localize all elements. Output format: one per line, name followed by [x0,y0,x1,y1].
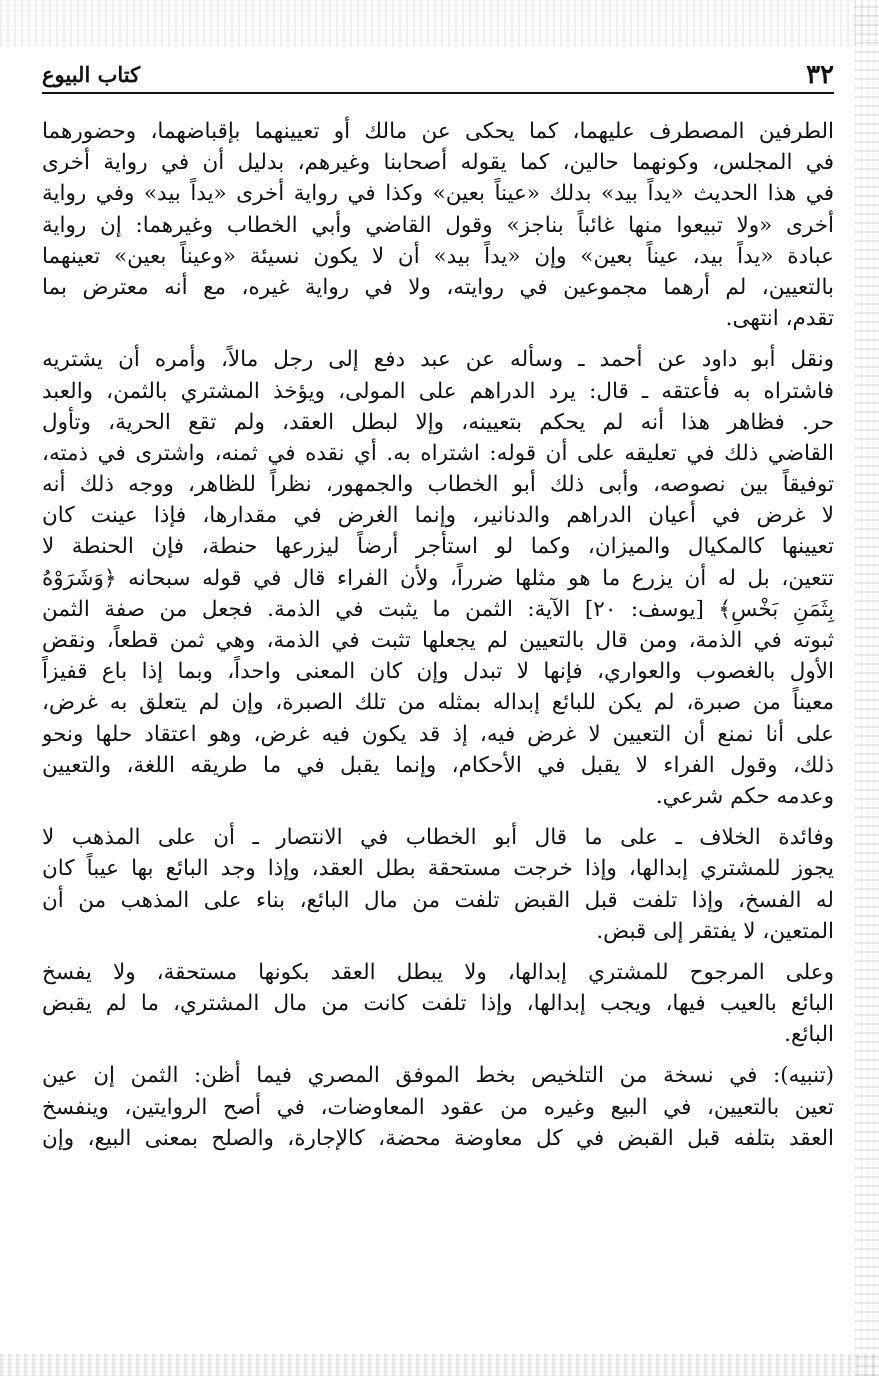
text-line: أخرى «ولا تبيعوا منها غائباً بناجز» وقول القاضي وأبي الخطاب وغيرهما: إن رواية [42,212,834,238]
page-number: ٣٢ [806,60,834,90]
text-line: العقد بتلفه قبل القبض في كل معاوضة محضة، كالإجارة، والصلح بمعنى البيع، وإن [42,1125,834,1151]
text-line: في المجلس، وكونهما حالين، كما يقوله أصحابنا وغيرهم، بدليل أن في رواية أخرى [42,150,834,176]
text-line: ثبوته في الذمة، ومن قال بالتعيين لم يجعلها تثبت في الذمة، وهي ثمن قطعاً، ونقض [42,628,834,653]
text-line: فاشتراه به فأعتقه ـ قال: يرد الدراهم على المولى، ويؤخذ المشتري بالثمن، والعبد [42,378,834,404]
text-line: في هذا الحديث «يداً بيد» بدلك «عيناً بعين» وكذا في رواية أخرى «يداً بيد» وفي رواية [42,181,834,207]
text-line: (تنبيه): في نسخة من التلخيص بخط الموفق المصري فيما أظن: الثمن إن عين [42,1063,834,1089]
text-line: على أنا نمنع أن التعيين لا غرض فيه، إذ قد يكون فيه غرض، وهو اعتقاد حلها ونحو [42,721,834,747]
text-line: عبادة «يداً بيد، عيناً بعين» وإن «يداً بيد» أن لا يكون نسيئة «وعيناً بعين» تعينهما [42,243,834,269]
paragraph [42,957,834,1051]
paragraph [42,344,834,812]
text-line: تعين بالتعيين، في البيع وغيره من عقود المعاوضات، في أصح الروايتين، وينفسخ [42,1094,834,1120]
text-line: الطرفين المصطرف عليهما، كما يحكى عن مالك أو تعيينهما بإقباضهما، وحضورهما [42,119,834,144]
text-line: الأول بالغصوب والعواري، فإنها لا تبدل وإن كان المعنى واحداً، وبما إذا باع قفيزاً [42,659,834,685]
paragraph [42,822,834,947]
text-line: تقدم، انتهى. [725,306,834,332]
text-line: البائع بالعيب فيها، ويجب إبدالها، وإذا تلفت كانت من مال المشتري، ما لم يقبض [42,991,834,1017]
text-line: لا غرض في أعيان الدراهم والدنانير، وإنما الغرض في مقدارها، فإذا عينت كان [42,503,834,529]
text-line: توفيقاً بين نصوصه، وأبى ذلك أبو الخطاب والجمهور، نظراً للظاهر، ووجه ذلك أنه [42,472,834,498]
scan-border-bottom [0,1354,879,1376]
running-header [42,58,834,94]
text-line: القاضي ذلك في تعليقه على أن قوله: اشتراه به. أي نقده في ثمنه، واشترى في ذمته، [42,440,834,466]
text-line: ذلك، وقول الفراء لا يقبل في الأحكام، وإنما يقبل في ما طريقه اللغة، والتعيين [42,752,834,778]
book-title: كتاب البيوع [42,62,141,87]
paragraph [42,1060,834,1154]
text-line: يجوز للمشتري إبدالها، وإذا خرجت مستحقة بطل العقد، وإذا وجد البائع بها عيباً كان [42,856,834,882]
main-text [42,116,834,1346]
text-line: البائع. [784,1022,834,1048]
text-line: وعدمه حكم شرعي. [655,783,834,809]
text-line: تتعين، بل له أن يزرع ما هو مثلها ضرراً، ولأن الفراء قال في قوله سبحانه ﴿وَشَرَوْهُ [42,565,834,591]
text-line: بالتعيين، لم أرهما مجموعين في روايته، ولا في رواية غيره، مع أنه معترض بما [42,274,834,300]
text-line: وفائدة الخلاف ـ على ما قال أبو الخطاب في الانتصار ـ أن على المذهب لا [42,825,834,851]
text-line: المتعين، لا يفتقر إلى قبض. [596,918,834,944]
scan-border-top [0,0,879,46]
text-line: وعلى المرجوح للمشتري إبدالها، ولا يبطل العقد بكونها مستحقة، ولا يفسخ [42,959,834,985]
text-line: تعيينها كالمكيال والميزان، وكما لو استأجر أرضاً ليزرعها حنطة، فإن الحنطة لا [42,534,834,560]
text-line: بِثَمَنٍ بَخْسٍ﴾ [يوسف: ٢٠] الآية: الثمن ما يثبت في الذمة. فجعل من صفة الثمن [42,596,834,622]
paragraph [42,116,834,334]
text-line: معيناً من صبرة، لم يكن للبائع إبداله بمثله من تلك الصبرة، وإن لم يتعلق به غرض، [42,690,834,716]
text-line: ونقل أبو داود عن أحمد ـ وسأله عن عبد دفع إلى رجل مالاً، وأمره أن يشتريه [42,347,834,373]
scan-border-right [855,0,879,1376]
text-line: حر. فظاهر هذا أنه لم يحكم بتعيينه، وإلا لبطل العقد، ولم تقع الحرية، وتأول [42,409,834,435]
text-line: له الفسخ، وإذا تلفت قبل القبض تلفت من مال البائع، بناء على المذهب من أن [42,887,834,913]
